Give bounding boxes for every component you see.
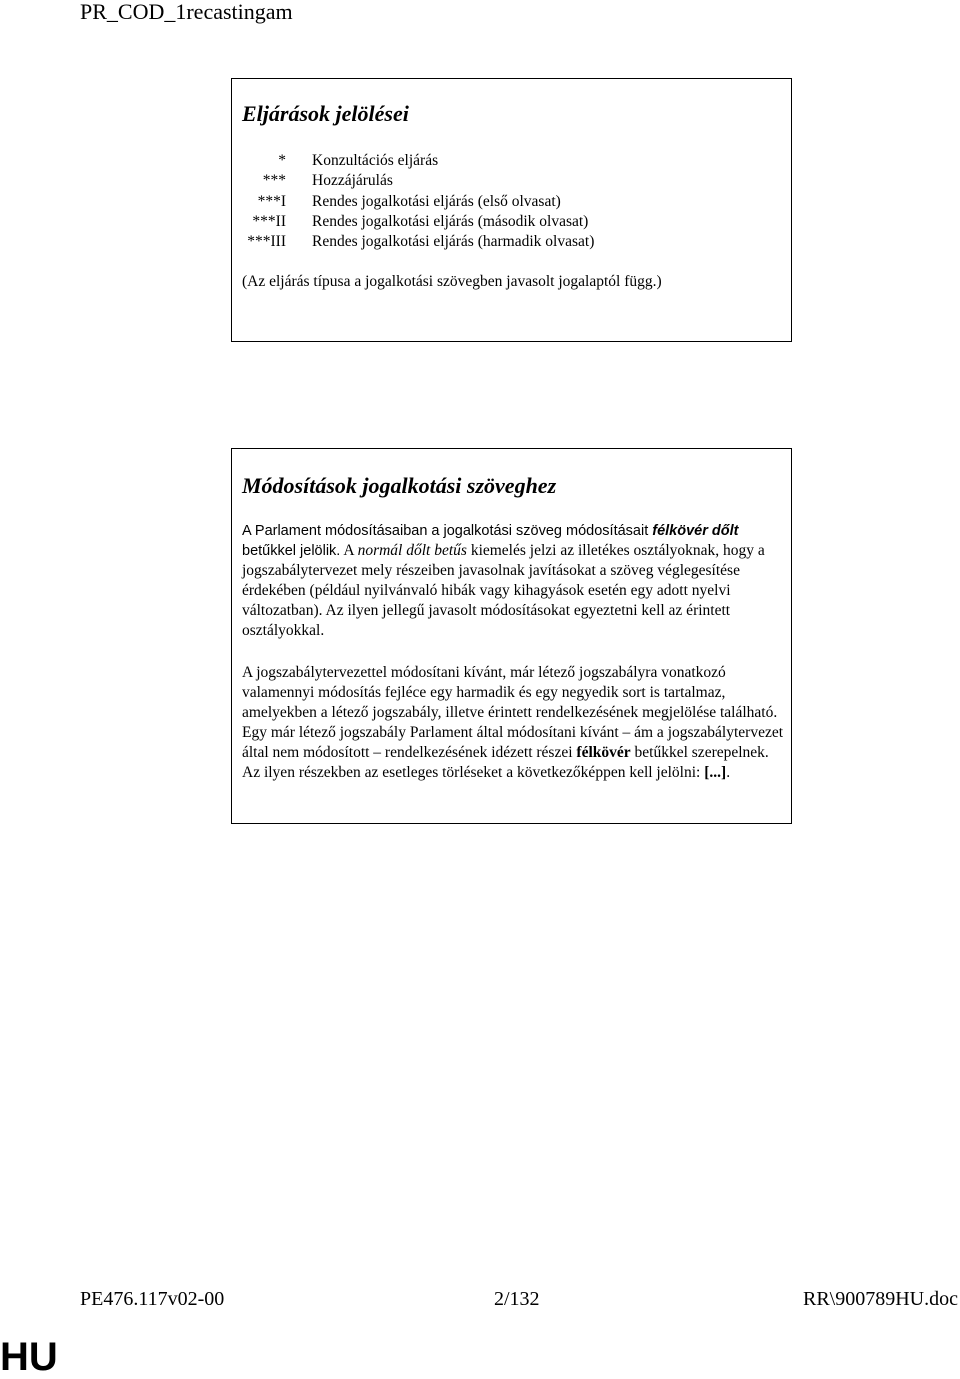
legend-symbol: *	[278, 152, 286, 169]
procedures-box	[231, 78, 792, 342]
legend-label: Rendes jogalkotási eljárás (második olvasat)	[312, 212, 589, 230]
language-mark: HU	[0, 1335, 58, 1379]
legend-label: Konzultációs eljárás	[312, 152, 439, 169]
bold-run: félkövér	[576, 744, 631, 762]
deletion-marker: [...]	[704, 764, 727, 782]
text-run: betűkkel jelölik.	[242, 543, 341, 560]
italic-run: normál dőlt betűs	[357, 542, 467, 560]
amendments-paragraph-1	[242, 521, 787, 642]
text-run: .	[726, 764, 731, 782]
procedures-legend	[242, 151, 594, 252]
text-run: A Parlament módosításaiban a jogalkotási szöveg módosításait	[242, 523, 653, 539]
legend-symbol: ***I	[257, 192, 286, 210]
procedures-box-title: Eljárások jelölései	[242, 101, 409, 126]
text-run: A	[340, 542, 358, 560]
amendments-box-title: Módosítások jogalkotási szöveghez	[242, 473, 557, 498]
bold-italic-run: félkövér dőlt	[652, 523, 739, 539]
legend-row	[242, 232, 594, 252]
text-run: betűkkel szerepelnek. Az ilyen részekben az esetleges törléseket a következőképpen kell jelölni:	[242, 744, 769, 782]
legend-row	[242, 151, 594, 171]
document-code-header: PR_COD_1recastingam	[80, 0, 293, 24]
legend-label: Hozzájárulás	[312, 172, 393, 190]
legend-symbol: ***III	[247, 233, 286, 251]
amendments-paragraph-2	[242, 663, 787, 784]
text-run: A jogszabálytervezettel módosítani kívánt, már létező jogszabályra vonatkozó valamennyi módosítás fejléce egy harmadik és egy negyedik sort is tartalmaz, amelyekben a létező jogszabály, illetve érintett rendelkezésének megjelölése található. Egy már létező jogszabály Parlament által módosítani kívánt – ám a jogszabálytervezet által nem módosított – rendelkezésének idézett részei	[242, 664, 784, 762]
legend-row	[242, 171, 594, 191]
legend-row	[242, 192, 594, 212]
footer-reference: PE476.117v02-00	[80, 1288, 225, 1310]
legend-symbol: ***II	[252, 212, 286, 230]
text-run: kiemelés jelzi az illetékes osztályoknak, hogy a jogszabálytervezet mely részeiben javasolnak javításokat a szöveg véglegesítése érdekében (például nyilvánvaló hibák vagy kihagyások esetén egy adott nyelvi változatban). Az ilyen jellegű javasolt módosításokat egyeztetni kell az érintett osztályokkal.	[242, 542, 765, 640]
legend-label: Rendes jogalkotási eljárás (harmadik olvasat)	[312, 233, 595, 251]
footer-filename: RR\900789HU.doc	[803, 1288, 958, 1310]
amendments-box	[231, 448, 792, 824]
footer-page-number: 2/132	[494, 1288, 540, 1310]
legend-label: Rendes jogalkotási eljárás (első olvasat)	[312, 192, 561, 210]
legend-symbol: ***	[262, 172, 286, 190]
legend-row	[242, 212, 594, 232]
procedure-note: (Az eljárás típusa a jogalkotási szövegben javasolt jogalaptól függ.)	[242, 273, 662, 290]
